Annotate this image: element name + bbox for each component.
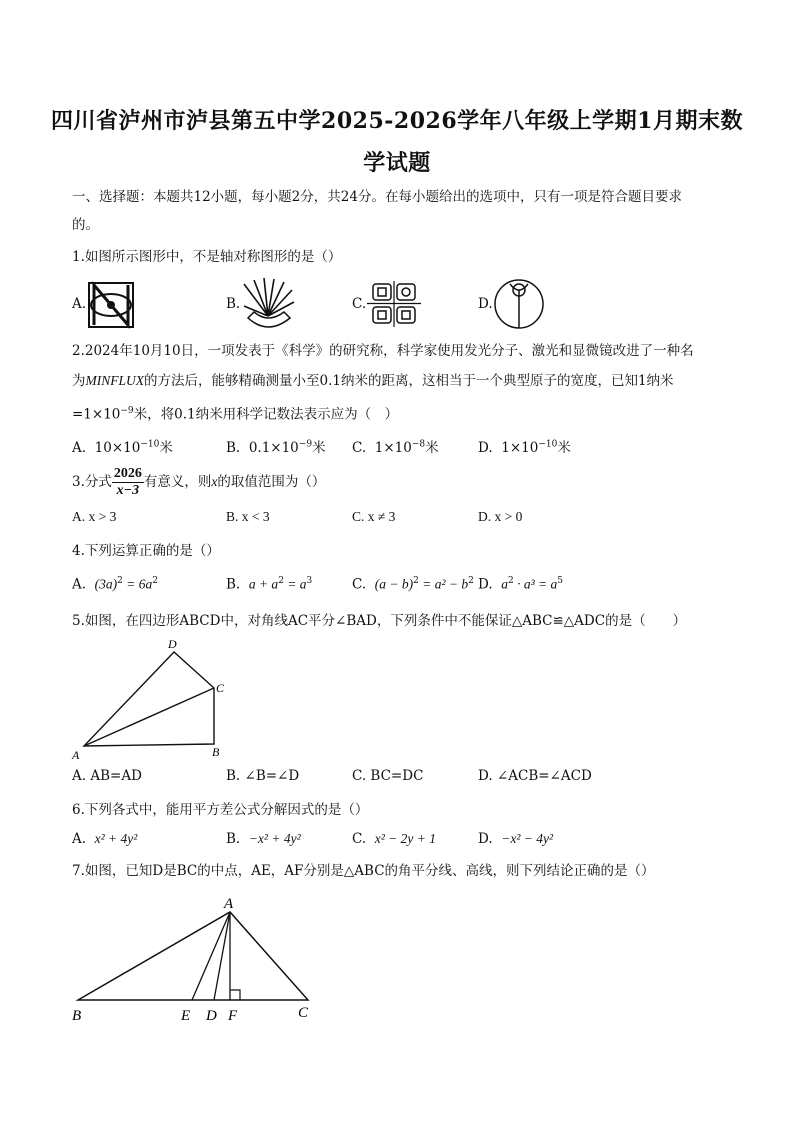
q7-label-a: A (224, 896, 234, 912)
q7-label-c: C (298, 1005, 309, 1021)
q4-stem: 4.下列运算正确的是（） (72, 543, 220, 559)
q1-figure-d (492, 278, 546, 330)
q7-label-b: B (72, 1008, 82, 1024)
q6-option-b: B. −x² + 4y² (226, 831, 301, 847)
q1-figure-b (240, 278, 296, 330)
q1-option-d-label: D. (478, 296, 493, 312)
q3-option-a: A. x > 3 (72, 509, 117, 524)
q2-stem-line3: $=1\times 10^{-9}$米，将0.1纳米用科学记数法表示应为（ ） (72, 406, 399, 423)
q3-option-d: D. x > 0 (478, 509, 523, 524)
q7-triangle-figure (66, 892, 326, 1026)
q5-option-c: C. BC=DC (352, 768, 424, 784)
q5-quadrilateral-figure (68, 636, 238, 764)
q4-option-a: A. $(3a)^2 = 6a^2$ (72, 576, 158, 593)
q1-option-b-label: B. (226, 296, 241, 312)
q5-stem: 5.如图，在四边形ABCD中，对角线AC平分∠BAD，下列条件中不能保证△ABC≌△ADC的是（ ） (72, 613, 687, 629)
q3-option-c: C. x ≠ 3 (352, 509, 396, 524)
q5-option-b: B. ∠B=∠D (226, 768, 300, 784)
q4-option-c: C. $(a - b)^2 = a^2 - b^2$ (352, 576, 474, 593)
q7-stem: 7.如图，已知D是BC的中点，AE，AF分别是△ABC的角平分线、高线，则下列结论正确的是（） (72, 863, 655, 879)
q6-option-d: D. −x² − 4y² (478, 831, 554, 847)
q5-label-d: D (168, 637, 177, 651)
q4-option-d: D. $a^2 \cdot a^3 = a^5$ (478, 576, 563, 593)
q7-label-d: D (206, 1008, 217, 1024)
q4-option-b: B. $a + a^2 = a^3$ (226, 576, 313, 593)
q1-option-a-label: A. (72, 296, 87, 312)
q5-option-a: A. AB=AD (72, 768, 142, 784)
q2-option-b: B. $0.1\times 10^{-9}$米 (226, 439, 326, 456)
q7-label-e: E (181, 1008, 191, 1024)
q6-option-c: C. x² − 2y + 1 (352, 831, 436, 847)
q2-option-c: C. $1\times 10^{-8}$米 (352, 439, 439, 456)
q5-label-b: B (212, 745, 220, 759)
section-instruction-line1: 一、选择题：本题共12小题，每小题2分，共24分。在每小题给出的选项中，只有一项是符合题目要求 (72, 189, 682, 205)
q2-stem-line1: 2.2024年10月10日，一项发表于《科学》的研究称，科学家使用发光分子、激光和显微镜改进了一种名 (72, 343, 694, 359)
q3-option-b: B. x < 3 (226, 509, 270, 524)
q2-option-d: D. $1\times 10^{-10}$米 (478, 439, 571, 456)
q1-option-c-label: C. (352, 296, 367, 312)
q2-option-a: A. $10\times 10^{-10}$米 (72, 439, 173, 456)
q5-label-a: A (72, 748, 80, 762)
q1-figure-a (86, 281, 136, 329)
q1-figure-c (367, 281, 421, 327)
q3-fraction: $\frac{2026}{x-3}$ (113, 466, 142, 498)
q7-label-f: F (228, 1008, 238, 1024)
page-title-line2: 学试题 (363, 150, 431, 176)
page-title-line1: 四川省泸州市泸县第五中学2025-2026学年八年级上学期1月期末数 (51, 108, 743, 134)
q1-stem: 1.如图所示图形中，不是轴对称图形的是（） (72, 249, 342, 265)
q2-method-name: MINFLUX (85, 373, 144, 388)
q5-option-d: D. ∠ACB=∠ACD (478, 768, 592, 784)
q6-option-a: A. x² + 4y² (72, 831, 138, 847)
q3-stem: 3.分式 $\frac{2026}{x-3}$ 有意义，则x的取值范围为（） (72, 466, 326, 498)
q5-label-c: C (216, 681, 225, 695)
section-instruction-line2: 的。 (72, 217, 99, 233)
q6-stem: 6.下列各式中，能用平方差公式分解因式的是（） (72, 802, 369, 818)
q2-stem-line2: 为MINFLUX的方法后，能够精确测量小至0.1纳米的距离，这相当于一个典型原子的宽度，已知1纳米 (72, 373, 674, 389)
